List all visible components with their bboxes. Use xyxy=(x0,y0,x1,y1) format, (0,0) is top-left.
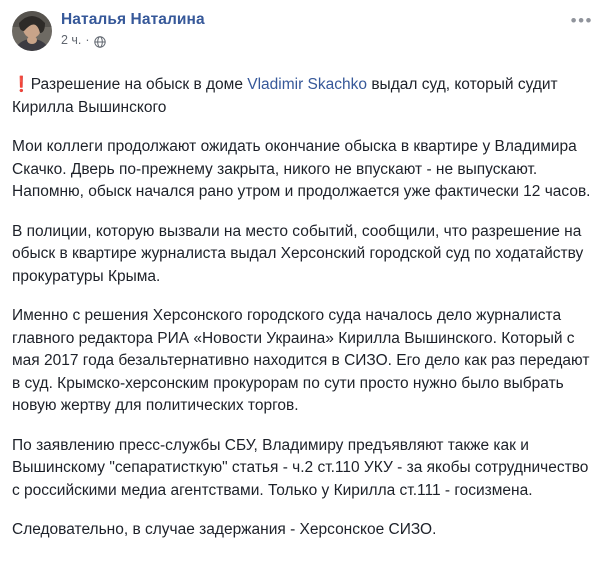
post-paragraph: По заявлению пресс-службы СБУ, Владимиру предъявляют также как и Вышинскому "сепаратисткую" статья - ч.2 ст.110 УКУ - за якобы сотрудничество с российскими медиа агентствами. Только у Кирилла ст.111 - госизмена. xyxy=(12,436,589,499)
lead-text-before: Разрешение на обыск в доме xyxy=(30,76,248,93)
more-options-icon[interactable]: ••• xyxy=(570,11,593,30)
post-body xyxy=(12,60,593,542)
lead-text-after: выдал суд, который судит Кирилла Вышинского xyxy=(12,76,558,116)
post-meta xyxy=(61,33,205,47)
post-timestamp[interactable]: 2 ч. xyxy=(61,33,82,47)
author-name[interactable]: Наталья Наталина xyxy=(61,11,205,28)
warning-icon: ❗ xyxy=(12,76,31,93)
post-header xyxy=(12,10,593,60)
mention-link[interactable]: Vladimir Skachko xyxy=(247,76,368,93)
post-paragraph: Следовательно, в случае задержания - Херсонское СИЗО. xyxy=(12,521,437,538)
post-paragraph: Мои коллеги продолжают ожидать окончание обыска в квартире у Владимира Скачко. Дверь по-прежнему закрыта, никого не впускают - не выпускают. Напомню, обыск начался рано утром и продолжается уже фактически 12 часов. xyxy=(12,138,591,200)
post-lead-paragraph xyxy=(12,74,593,119)
avatar[interactable] xyxy=(12,11,52,51)
post-paragraph: Именно с решения Херсонского городского суда началось дело журналиста главного редактора РИА «Новости Украина» Кирилла Вышинского. Который с мая 2017 года безальтернативно находится в СИЗО. Его дело как раз передают в суд. Крымско-херсонским прокурорам по сути просто нужно было выбрать новую жертву для политических торгов. xyxy=(12,307,590,414)
post-header-text xyxy=(61,10,205,47)
meta-separator: · xyxy=(85,33,90,47)
post-paragraph: В полиции, которую вызвали на место событий, сообщили, что разрешение на обыск в квартире журналиста выдал Херсонский городской суд по ходатайству прокуратуры Крыма. xyxy=(12,222,584,285)
globe-icon[interactable] xyxy=(94,35,106,47)
